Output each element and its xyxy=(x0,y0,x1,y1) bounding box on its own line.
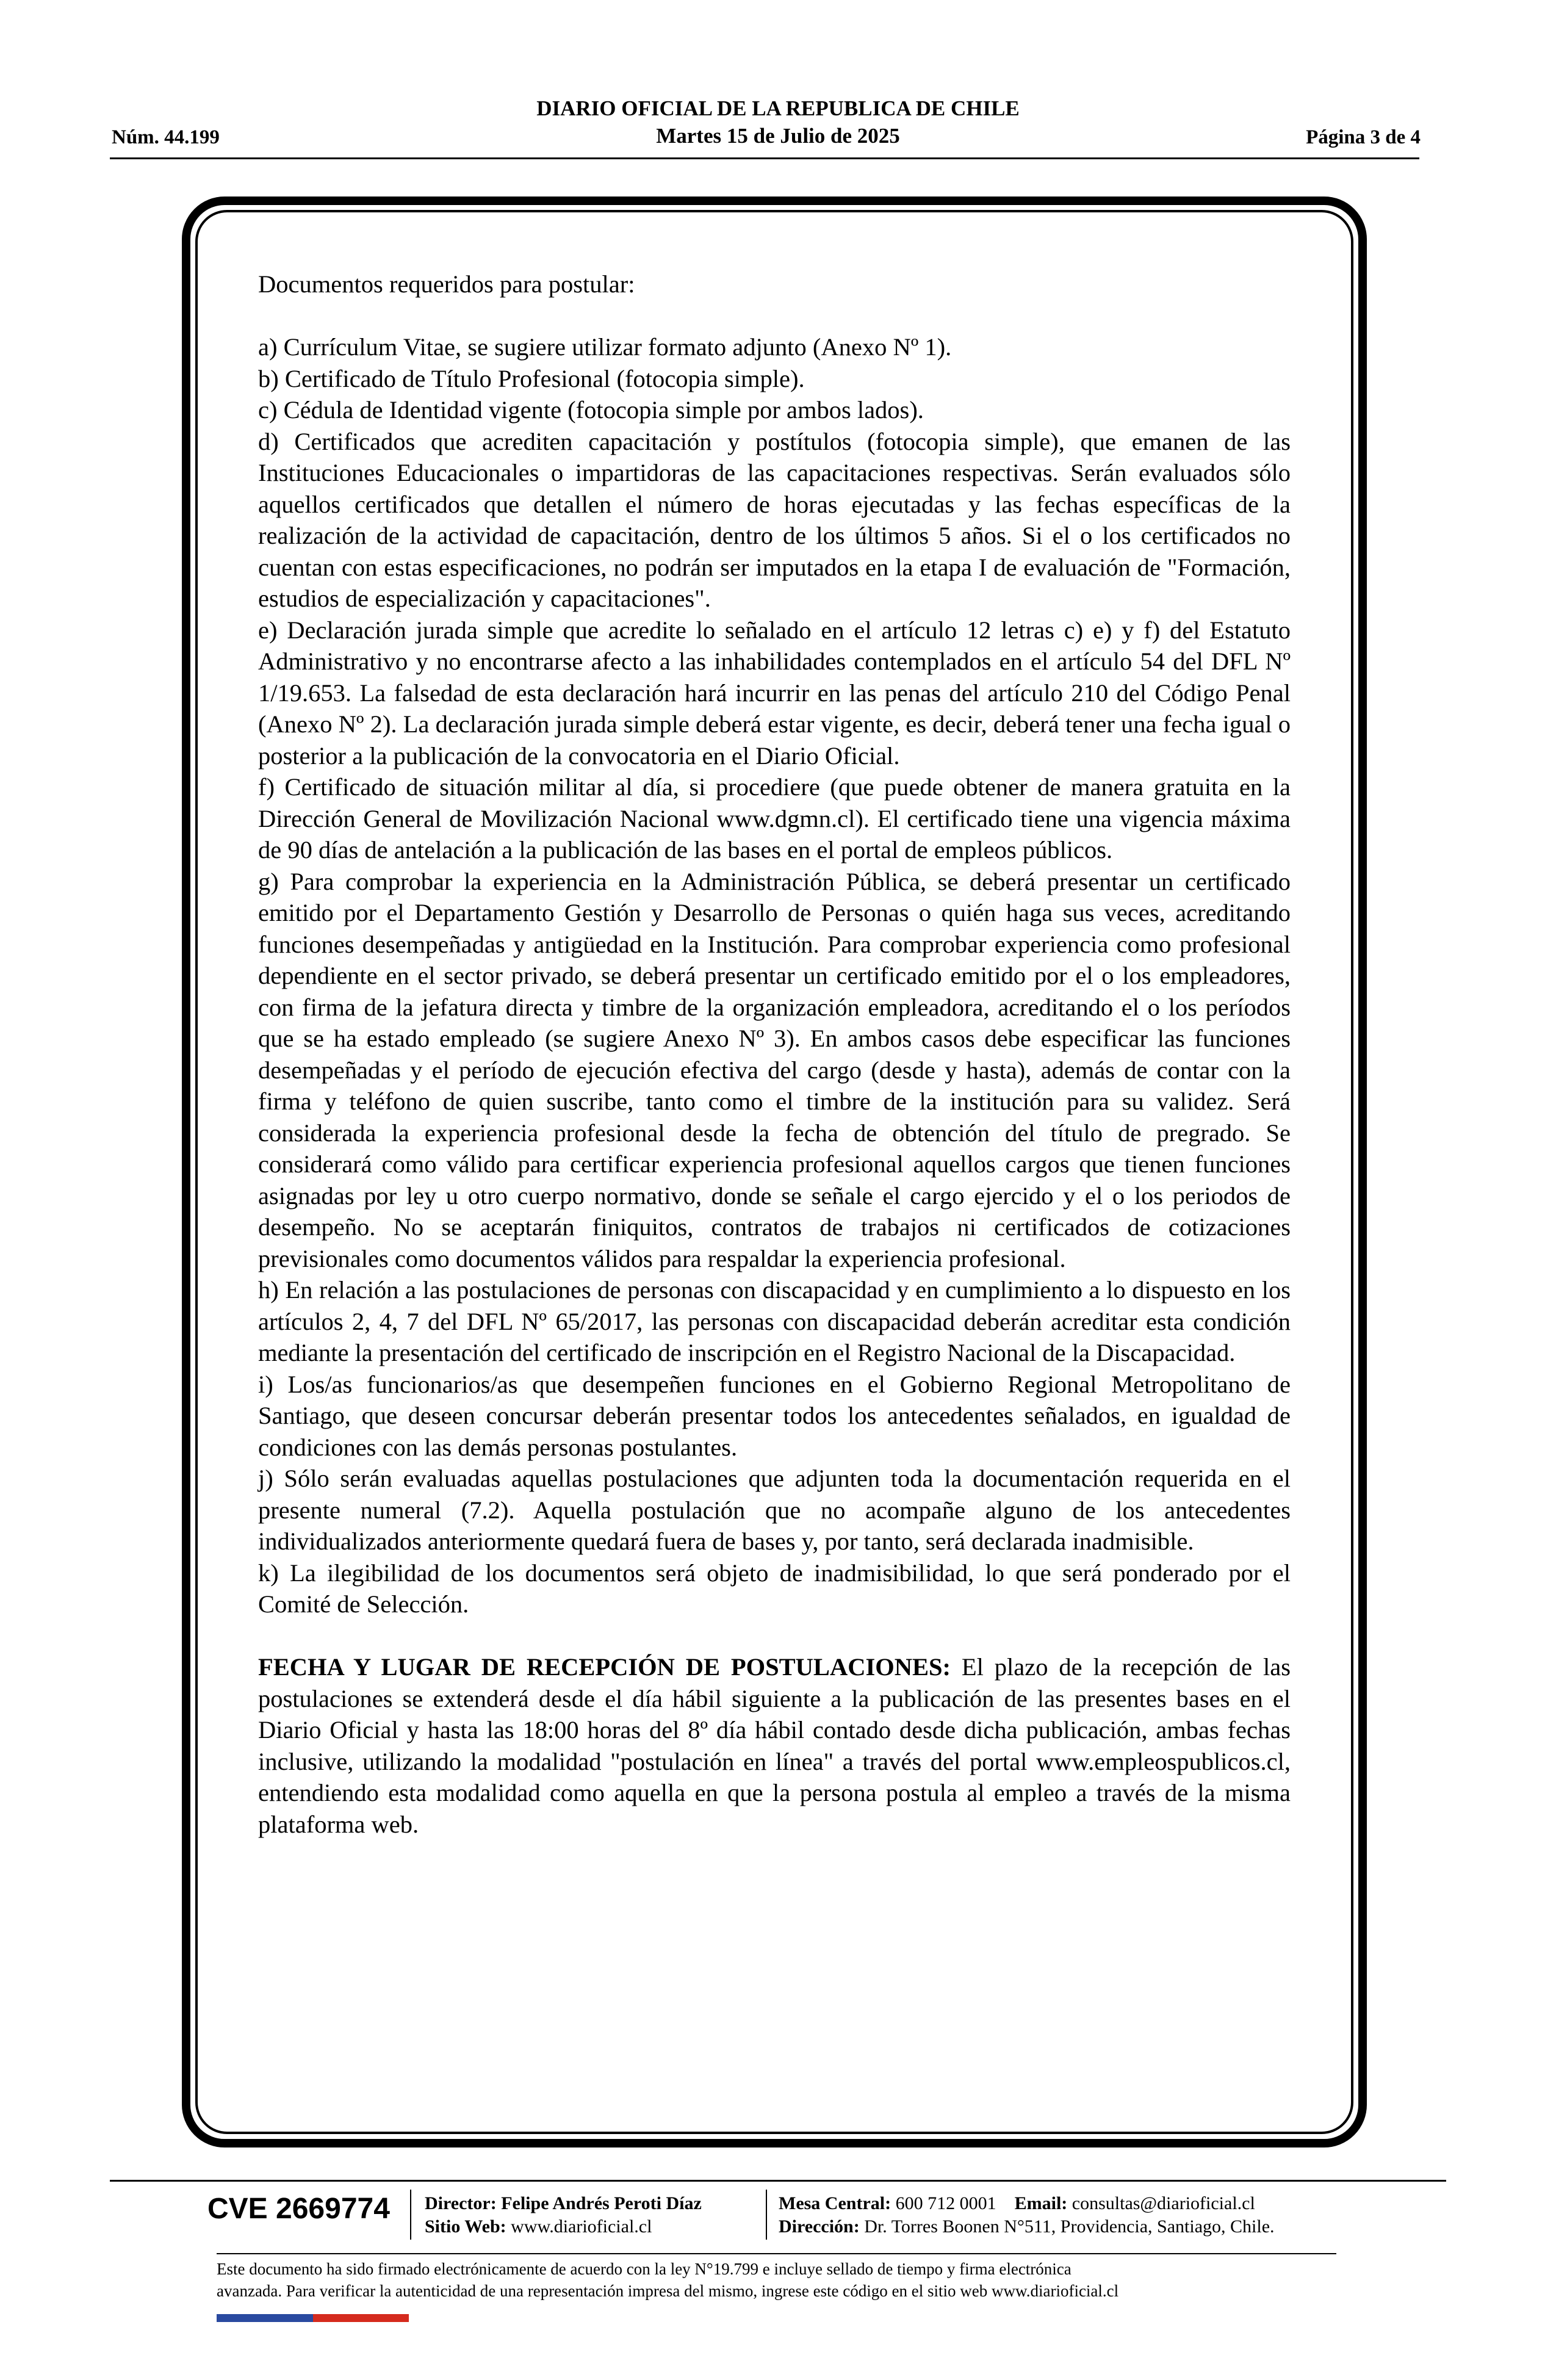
reception-heading: FECHA Y LUGAR DE RECEPCIÓN DE POSTULACIONES: xyxy=(258,1653,951,1681)
address-value: Dr. Torres Boonen N°511, Providencia, Santiago, Chile. xyxy=(864,2216,1275,2237)
requirements-intro: Documentos requeridos para postular: xyxy=(258,270,635,298)
site-label: Sitio Web: xyxy=(425,2216,506,2237)
requirement-item-j: j) Sólo serán evaluadas aquellas postulaciones que adjunten toda la documentación requerida en el presente numeral (7.2). Aquella postulación que no acompañe alguno de los antecedentes individualizados anteriormente quedará fuera de bases y, por tanto, será declarada inadmisible. xyxy=(258,1465,1291,1555)
header-divider xyxy=(110,157,1419,159)
footer-separator xyxy=(766,2190,767,2240)
requirement-item-b: b) Certificado de Título Profesional (fotocopia simple). xyxy=(258,364,805,392)
requirement-item-c: c) Cédula de Identidad vigente (fotocopia simple por ambos lados). xyxy=(258,396,924,424)
footer-separator xyxy=(410,2190,411,2240)
email-label: Email: xyxy=(1014,2193,1068,2213)
email-link[interactable]: consultas@diarioficial.cl xyxy=(1072,2193,1255,2213)
flag-blue-segment xyxy=(217,2314,313,2322)
requirement-item-a: a) Currículum Vitae, se sugiere utilizar formato adjunto (Anexo Nº 1). xyxy=(258,333,952,361)
reception-paragraph xyxy=(258,1651,1291,1840)
publication-date: Martes 15 de Julio de 2025 xyxy=(656,124,900,148)
site-link[interactable]: www.diarioficial.cl xyxy=(511,2216,652,2237)
issue-number: Núm. 44.199 xyxy=(112,126,220,148)
requirement-item-h: h) En relación a las postulaciones de personas con discapacidad y en cumplimiento a lo dispuesto en los artículos 2, 4, 7 del DFL Nº 65/2017, las personas con discapacidad deberán acreditar esta condición mediante la presentación del certificado de inscripción en el Registro Nacional de la Discapacidad. xyxy=(258,1276,1291,1366)
legal-line: avanzada. Para verificar la autenticidad de una representación impresa del mismo, ingrese este código en el sitio web www.diarioficial.cl xyxy=(217,2282,1119,2300)
requirement-item-f: f) Certificado de situación militar al día, si procediere (que puede obtener de manera gratuita en la Dirección General de Movilización Nacional www.dgmn.cl). El certificado tiene una vigencia máxima de 90 días de antelación a la publicación de las bases en el portal de empleos públicos. xyxy=(258,773,1291,864)
reception-text: El plazo de la recepción de las postulaciones se extenderá desde el día hábil siguiente a la publicación de las presentes bases en el Diario Oficial y hasta las 18:00 horas del 8º día hábil contado desde dicha publicación, ambas fechas inclusive, utilizando la modalidad "postulación en línea" a través del portal www.empleospublicos.cl, entendiendo esta modalidad como aquella en que la persona postula al empleo a través de la misma plataforma web. xyxy=(258,1653,1291,1838)
address-label: Dirección: xyxy=(779,2216,860,2237)
footer-divider-top xyxy=(110,2180,1446,2182)
requirement-item-g: g) Para comprobar la experiencia en la Administración Pública, se deberá presentar un certificado emitido por el Departamento Gestión y Desarrollo de Personas o quién haga sus veces, acreditando funciones desempeñadas y antigüedad en la Institución. Para comprobar experiencia como profesional dependiente en el sector privado, se deberá presentar un certificado emitido por el o los empleadores, con firma de la jefatura directa y timbre de la organización empleadora, acreditando el o los períodos que se ha estado empleado (se sugiere Anexo Nº 3). En ambos casos debe especificar las funciones desempeñadas y el período de ejecución efectiva del cargo (desde y hasta), además de contar con la firma y teléfono de quien suscribe, tanto como el timbre de la institución para su validez. Será considerada la experiencia profesional desde la fecha de obtención del título de pregrado. Se considerará como válido para certificar experiencia profesional aquellos cargos que tienen funciones asignadas por ley u otro cuerpo normativo, donde se señale el cargo ejercido y el o los periodos de desempeño. No se aceptarán finiquitos, contratos de trabajos ni certificados de cotizaciones previsionales como documentos válidos para respaldar la experiencia profesional. xyxy=(258,867,1291,1272)
desk-phone: 600 712 0001 xyxy=(895,2193,996,2213)
footer-contact-block xyxy=(779,2192,1275,2238)
flag-stripe xyxy=(217,2314,409,2322)
flag-red-segment xyxy=(313,2314,409,2322)
desk-label: Mesa Central: xyxy=(779,2193,891,2213)
footer-director-block xyxy=(425,2192,702,2238)
director-label: Director: xyxy=(425,2193,497,2213)
publication-name: DIARIO OFICIAL DE LA REPUBLICA DE CHILE xyxy=(536,96,1020,120)
document-body xyxy=(258,269,1291,1840)
page-number: Página 3 de 4 xyxy=(1306,126,1421,148)
requirement-item-i: i) Los/as funcionarios/as que desempeñen funciones en el Gobierno Regional Metropolitano de Santiago, que deseen concursar deberán presentar todos los antecedentes señalados, en igualdad de condiciones con las demás personas postulantes. xyxy=(258,1370,1291,1461)
requirement-item-k: k) La ilegibilidad de los documentos será objeto de inadmisibilidad, lo que será ponderado por el Comité de Selección. xyxy=(258,1559,1291,1618)
requirement-item-e: e) Declaración jurada simple que acredite lo señalado en el artículo 12 letras c) e) y f) del Estatuto Administrativo y no encontrarse afecto a las inhabilidades contemplados en el artículo 54 del DFL Nº 1/19.653. La falsedad de esta declaración hará incurrir en las penas del artículo 210 del Código Penal (Anexo Nº 2). La declaración jurada simple deberá estar vigente, es decir, deberá tener una fecha igual o posterior a la publicación de la convocatoria en el Diario Oficial. xyxy=(258,616,1291,770)
director-name: Felipe Andrés Peroti Díaz xyxy=(501,2193,702,2213)
legal-notice xyxy=(217,2258,1336,2302)
footer-divider-mid xyxy=(217,2253,1336,2254)
cve-code: CVE 2669774 xyxy=(207,2193,390,2225)
requirement-item-d: d) Certificados que acrediten capacitación y postítulos (fotocopia simple), que emanen de las Instituciones Educacionales o impartidoras de las capacitaciones respectivas. Serán evaluados sólo aquellos certificados que detallen el número de horas ejecutadas y las fechas específicas de la realización de la actividad de capacitación, dentro de los últimos 5 años. Si el o los certificados no cuentan con estas especificaciones, no podrán ser imputados en la etapa I de evaluación de "Formación, estudios de especialización y capacitaciones". xyxy=(258,427,1291,612)
legal-line: Este documento ha sido firmado electrónicamente de acuerdo con la ley N°19.799 e incluye sellado de tiempo y firma electrónica xyxy=(217,2260,1072,2278)
